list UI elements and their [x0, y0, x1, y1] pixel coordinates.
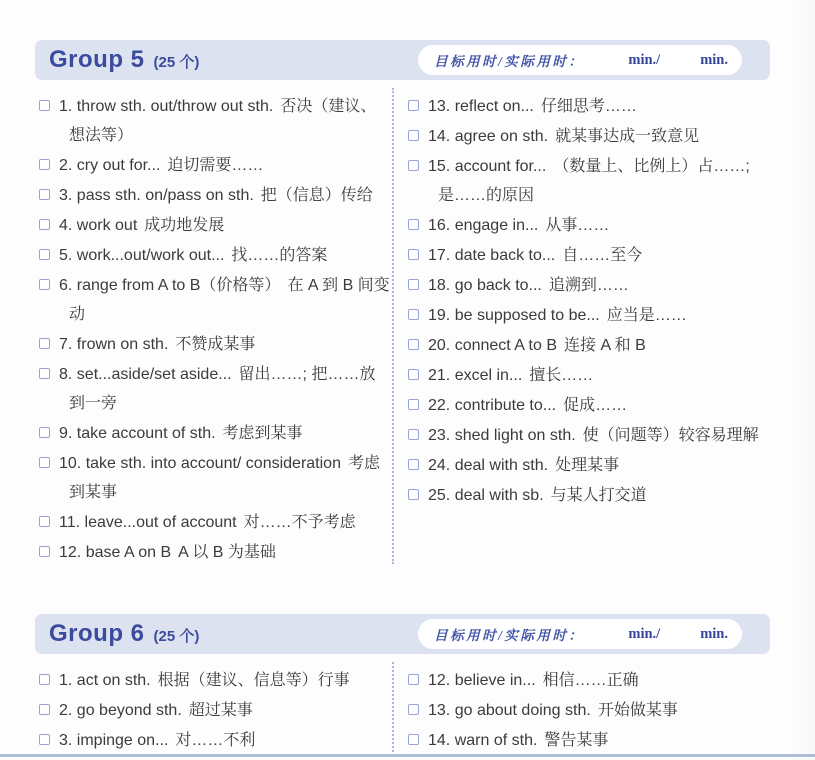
checkbox-icon — [408, 249, 419, 260]
checkbox-icon — [39, 159, 50, 170]
phrase-number: 1. — [59, 672, 73, 689]
phrase-text — [59, 211, 224, 240]
checkbox-icon — [408, 369, 419, 380]
phrase-number: 1. — [59, 98, 73, 115]
phrase-number: 14. — [428, 732, 451, 749]
phrase-item — [406, 301, 766, 330]
phrase-text — [428, 481, 647, 510]
phrase-item — [37, 330, 390, 359]
group-title — [49, 620, 199, 648]
phrase-chinese: 不赞成某事 — [175, 336, 256, 353]
phrase-number: 16. — [428, 217, 451, 234]
phrase-english: engage in... — [454, 217, 539, 234]
phrase-number: 20. — [428, 337, 451, 354]
phrase-item — [37, 726, 390, 755]
checkbox-icon — [39, 368, 50, 379]
phrase-english: shed light on sth. — [454, 427, 576, 444]
phrase-item — [37, 360, 390, 418]
checkbox-icon — [408, 429, 419, 440]
phrase-text — [59, 538, 276, 567]
timer-box — [418, 619, 742, 649]
phrase-chinese: 考虑到某事 — [69, 455, 380, 501]
phrase-text — [59, 419, 303, 448]
checkbox-icon — [39, 734, 50, 745]
phrase-text — [59, 241, 327, 270]
phrase-list-right — [406, 666, 766, 756]
phrase-item — [406, 726, 766, 755]
phrase-item — [37, 181, 390, 210]
group-5-body — [35, 80, 770, 568]
phrase-item — [406, 666, 766, 695]
phrase-text — [59, 360, 390, 418]
phrase-english: cry out for... — [76, 157, 161, 174]
group-count: (25 个) — [153, 54, 200, 71]
phrase-item — [406, 451, 766, 480]
phrase-english: agree on sth. — [454, 128, 549, 145]
phrase-english: go about doing sth. — [454, 702, 591, 719]
phrase-english: warn of sth. — [454, 732, 538, 749]
group-5-header — [35, 40, 770, 80]
checkbox-icon — [408, 459, 419, 470]
phrase-item — [37, 419, 390, 448]
phrase-english: take account of sth. — [76, 425, 216, 442]
phrase-text — [59, 449, 390, 507]
phrase-chinese: 把（信息）传给 — [260, 187, 373, 204]
phrase-chinese: 与某人打交道 — [550, 487, 647, 504]
phrase-english: impinge on... — [76, 732, 169, 749]
phrase-chinese: A 以 B 为基础 — [178, 544, 276, 561]
phrase-english: reflect on... — [454, 98, 534, 115]
phrase-english: work out — [76, 217, 138, 234]
checkbox-icon — [408, 674, 419, 685]
checkbox-icon — [408, 309, 419, 320]
phrase-chinese: 处理某事 — [555, 457, 620, 474]
checkbox-icon — [39, 457, 50, 468]
phrase-text — [59, 508, 356, 537]
phrase-item — [37, 151, 390, 180]
phrase-text — [428, 301, 687, 330]
timer-label: 目标用时/实际用时： — [434, 628, 585, 643]
phrase-number: 14. — [428, 128, 451, 145]
phrase-number: 15. — [428, 158, 451, 175]
phrase-chinese: 留出……; 把……放到一旁 — [69, 366, 376, 412]
phrase-english: excel in... — [454, 367, 523, 384]
checkbox-icon — [408, 339, 419, 350]
checkbox-icon — [408, 130, 419, 141]
phrase-number: 11. — [59, 514, 81, 531]
phrase-english: range from A to B（价格等） — [76, 277, 281, 294]
checkbox-icon — [39, 189, 50, 200]
phrase-english: be supposed to be... — [454, 307, 600, 324]
phrase-chinese: 从事…… — [545, 217, 610, 234]
checkbox-icon — [408, 399, 419, 410]
phrase-item — [406, 122, 766, 151]
checkbox-icon — [39, 338, 50, 349]
phrase-number: 23. — [428, 427, 451, 444]
phrase-number: 5. — [59, 247, 73, 264]
phrase-item — [37, 449, 390, 507]
phrase-number: 7. — [59, 336, 73, 353]
checkbox-icon — [408, 489, 419, 500]
phrase-chinese: 根据（建议、信息等）行事 — [157, 672, 350, 689]
phrase-text — [428, 421, 759, 450]
timer-box — [418, 45, 742, 75]
column-divider — [392, 88, 394, 564]
phrase-number: 12. — [428, 672, 451, 689]
checkbox-icon — [39, 249, 50, 260]
phrase-number: 19. — [428, 307, 451, 324]
group-5-section — [35, 40, 770, 568]
phrase-english: contribute to... — [454, 397, 557, 414]
phrase-item — [406, 481, 766, 510]
phrase-number: 9. — [59, 425, 73, 442]
phrase-text — [428, 211, 609, 240]
phrase-english: date back to... — [454, 247, 556, 264]
phrase-chinese: 使（问题等）较容易理解 — [582, 427, 759, 444]
phrase-chinese: 迫切需要…… — [167, 157, 264, 174]
phrase-item — [406, 696, 766, 725]
phrase-chinese: 超过某事 — [188, 702, 253, 719]
phrase-chinese: 对……不利 — [175, 732, 256, 749]
checkbox-icon — [39, 427, 50, 438]
phrase-text — [428, 122, 699, 151]
phrase-english: act on sth. — [76, 672, 151, 689]
phrase-item — [37, 538, 390, 567]
phrase-english: deal with sth. — [454, 457, 549, 474]
phrase-item — [406, 271, 766, 300]
phrase-chinese: 否决（建议、想法等） — [69, 98, 377, 144]
phrase-english: believe in... — [454, 672, 536, 689]
phrase-english: account for... — [454, 158, 547, 175]
checkbox-icon — [39, 279, 50, 290]
group-title — [49, 46, 199, 74]
checkbox-icon — [408, 160, 419, 171]
phrase-number: 8. — [59, 366, 73, 383]
phrase-chinese: 开始做某事 — [597, 702, 678, 719]
timer-actual-unit: min. — [700, 625, 728, 642]
phrase-number: 6. — [59, 277, 73, 294]
phrase-text — [59, 92, 390, 150]
group-count: (25 个) — [153, 628, 200, 645]
phrase-item — [406, 421, 766, 450]
phrase-item — [37, 271, 390, 329]
phrase-item — [406, 391, 766, 420]
phrase-number: 17. — [428, 247, 451, 264]
phrase-item — [406, 152, 766, 210]
phrase-list-left — [35, 666, 390, 756]
phrase-chinese: （数量上、比例上）占……; 是……的原因 — [438, 158, 750, 204]
phrase-text — [428, 271, 629, 300]
phrase-text — [59, 330, 255, 359]
group-6-section — [35, 614, 770, 756]
phrase-chinese: 警告某事 — [544, 732, 609, 749]
phrase-item — [406, 92, 766, 121]
phrase-english: connect A to B — [454, 337, 557, 354]
phrase-number: 21. — [428, 367, 451, 384]
phrase-text — [428, 391, 627, 420]
phrase-item — [37, 211, 390, 240]
phrase-number: 18. — [428, 277, 451, 294]
phrase-english: go beyond sth. — [76, 702, 182, 719]
phrase-item — [37, 666, 390, 695]
phrase-chinese: 在 A 到 B 间变动 — [69, 277, 390, 323]
phrase-item — [406, 211, 766, 240]
phrase-number: 13. — [428, 702, 451, 719]
phrase-chinese: 促成…… — [563, 397, 628, 414]
phrase-list-left — [35, 92, 390, 568]
checkbox-icon — [39, 516, 50, 527]
phrase-number: 3. — [59, 187, 73, 204]
checkbox-icon — [39, 674, 50, 685]
phrase-chinese: 自……至今 — [562, 247, 643, 264]
phrase-chinese: 相信……正确 — [542, 672, 639, 689]
phrase-chinese: 就某事达成一致意见 — [555, 128, 700, 145]
phrase-text — [428, 331, 646, 360]
timer-target-unit: min./ — [628, 625, 661, 642]
checkbox-icon — [39, 100, 50, 111]
phrase-text — [428, 92, 637, 121]
phrase-number: 22. — [428, 397, 451, 414]
phrase-text — [428, 696, 678, 725]
phrase-chinese: 应当是…… — [606, 307, 687, 324]
timer-target-unit: min./ — [628, 51, 661, 68]
timer-label: 目标用时/实际用时： — [434, 54, 585, 69]
page-bottom-rule — [0, 754, 815, 757]
phrase-text — [428, 152, 766, 210]
phrase-english: take sth. into account/ consideration — [85, 455, 341, 472]
phrase-number: 10. — [59, 455, 82, 472]
phrase-item — [37, 92, 390, 150]
phrase-text — [428, 241, 642, 270]
phrase-english: base A on B — [85, 544, 172, 561]
phrase-number: 2. — [59, 157, 73, 174]
phrase-number: 2. — [59, 702, 73, 719]
checkbox-icon — [39, 546, 50, 557]
phrase-text — [428, 451, 619, 480]
column-divider — [392, 662, 394, 752]
phrase-text — [59, 696, 253, 725]
checkbox-icon — [408, 704, 419, 715]
phrase-text — [428, 361, 593, 390]
phrase-english: set...aside/set aside... — [76, 366, 232, 383]
phrase-chinese: 对……不予考虑 — [243, 514, 356, 531]
phrase-number: 13. — [428, 98, 451, 115]
phrase-english: leave...out of account — [84, 514, 237, 531]
checkbox-icon — [408, 219, 419, 230]
phrase-item — [37, 696, 390, 725]
phrase-english: pass sth. on/pass on sth. — [76, 187, 254, 204]
phrase-text — [428, 666, 639, 695]
phrase-item — [406, 361, 766, 390]
phrase-chinese: 追溯到…… — [548, 277, 629, 294]
phrase-list-right — [406, 92, 766, 568]
phrase-english: throw sth. out/throw out sth. — [76, 98, 274, 115]
phrase-text — [59, 666, 350, 695]
checkbox-icon — [39, 219, 50, 230]
phrase-number: 25. — [428, 487, 451, 504]
group-title-text: Group 5 — [49, 46, 145, 73]
phrase-chinese: 连接 A 和 B — [564, 337, 646, 354]
phrase-english: work...out/work out... — [76, 247, 225, 264]
group-title-text: Group 6 — [49, 620, 145, 647]
group-6-header — [35, 614, 770, 654]
phrase-chinese: 考虑到某事 — [222, 425, 303, 442]
phrase-text — [59, 181, 373, 210]
phrase-chinese: 找……的答案 — [231, 247, 328, 264]
phrase-item — [37, 508, 390, 537]
phrase-english: deal with sb. — [454, 487, 544, 504]
phrase-item — [406, 331, 766, 360]
group-6-body — [35, 654, 770, 756]
phrase-english: frown on sth. — [76, 336, 169, 353]
timer-actual-unit: min. — [700, 51, 728, 68]
phrase-item — [406, 241, 766, 270]
checkbox-icon — [39, 704, 50, 715]
phrase-text — [59, 271, 390, 329]
phrase-number: 3. — [59, 732, 73, 749]
phrase-english: go back to... — [454, 277, 542, 294]
phrase-chinese: 仔细思考…… — [540, 98, 637, 115]
phrase-text — [59, 151, 263, 180]
phrase-number: 24. — [428, 457, 451, 474]
checkbox-icon — [408, 100, 419, 111]
phrase-number: 12. — [59, 544, 82, 561]
phrase-chinese: 擅长…… — [529, 367, 594, 384]
phrase-number: 4. — [59, 217, 73, 234]
phrase-text — [59, 726, 255, 755]
phrase-chinese: 成功地发展 — [144, 217, 225, 234]
checkbox-icon — [408, 734, 419, 745]
phrase-item — [37, 241, 390, 270]
phrase-text — [428, 726, 608, 755]
checkbox-icon — [408, 279, 419, 290]
